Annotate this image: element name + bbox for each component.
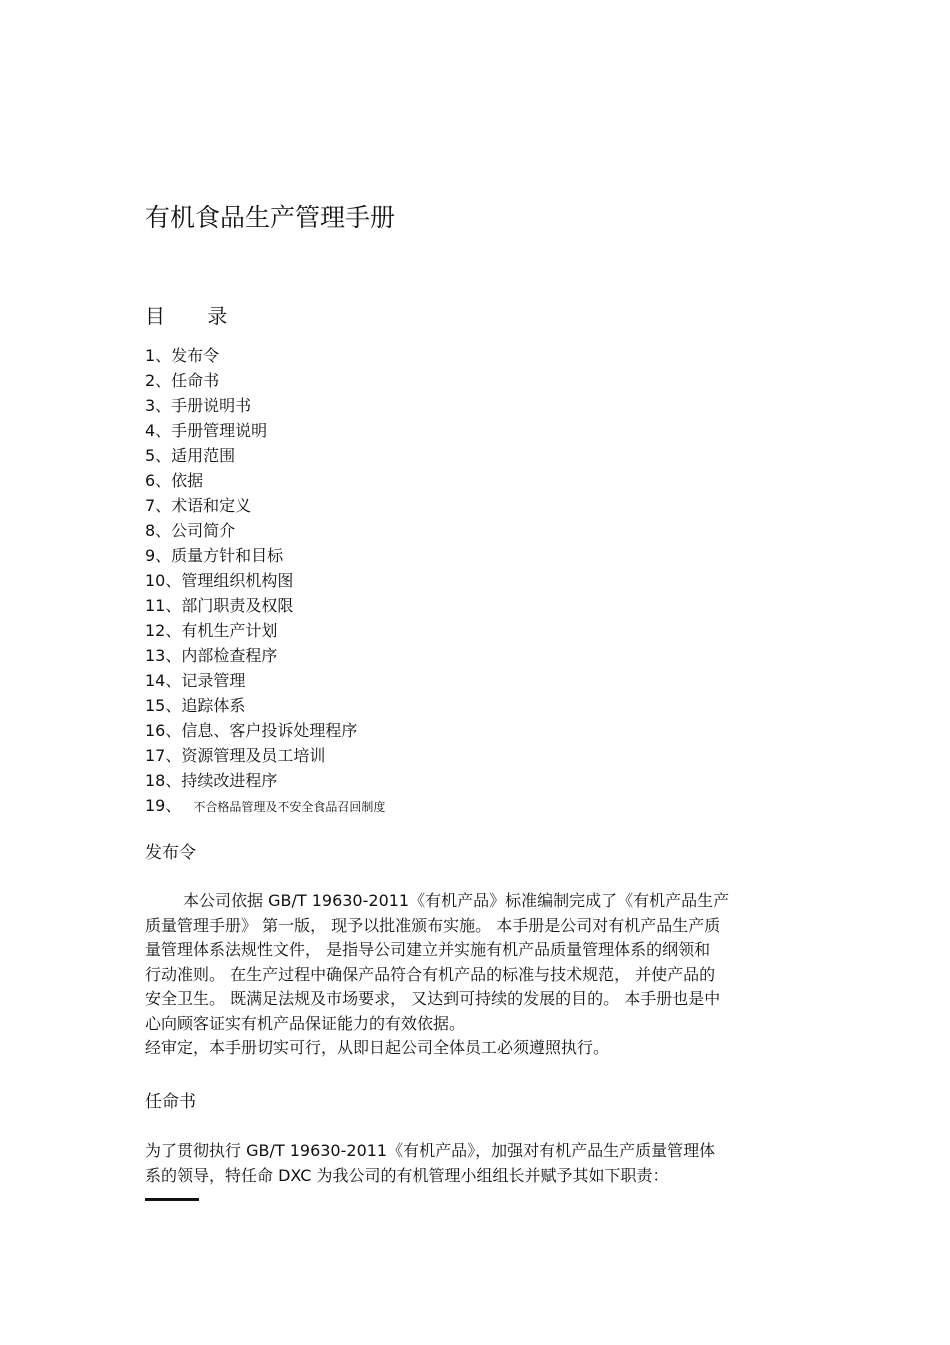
body-line: 经审定，本手册切实可行，从即日起公司全体员工必须遵照执行。 bbox=[145, 1038, 610, 1057]
toc-item: 5、适用范围 bbox=[145, 446, 236, 465]
body-line: 心向顾客证实有机产品保证能力的有效依据。 bbox=[145, 1013, 466, 1033]
toc-heading: 目 录 bbox=[145, 304, 246, 328]
toc-item: 13、内部检查程序 bbox=[145, 646, 278, 665]
toc-item: 3、手册说明书 bbox=[145, 396, 252, 415]
body-line: 行动准则。 在生产过程中确保产品符合有机产品的标准与技术规范， 并使产品的 bbox=[145, 964, 716, 984]
toc-item: 4、手册管理说明 bbox=[145, 421, 268, 440]
toc-item-number: 19、 bbox=[145, 796, 182, 815]
release-order-body bbox=[145, 889, 805, 1061]
document-title: 有机食品生产管理手册 bbox=[145, 203, 396, 232]
body-line: 本公司依据 GB/T 19630-2011《有机产品》标准编制完成了《有机产品生产 bbox=[183, 891, 730, 910]
toc-item: 11、部门职责及权限 bbox=[145, 596, 294, 615]
toc-item: 7、术语和定义 bbox=[145, 496, 252, 515]
toc-item: 18、持续改进程序 bbox=[145, 771, 278, 790]
toc-item: 10、管理组织机构图 bbox=[145, 571, 294, 590]
toc-item: 2、任命书 bbox=[145, 371, 220, 390]
toc-item: 8、公司简介 bbox=[145, 521, 236, 540]
toc-item: 12、有机生产计划 bbox=[145, 621, 278, 640]
release-order-heading: 发布令 bbox=[145, 843, 196, 863]
toc-item: 16、信息、客户投诉处理程序 bbox=[145, 721, 358, 740]
body-line: 安全卫生。 既满足法规及市场要求， 又达到可持续的发展的目的。 本手册也是中 bbox=[145, 989, 721, 1008]
body-line: 质量管理手册》 第一版， 现予以批准颁布实施。 本手册是公司对有机产品生产质 bbox=[145, 915, 721, 935]
toc-item: 17、资源管理及员工培训 bbox=[145, 746, 326, 765]
toc-item: 15、追踪体系 bbox=[145, 696, 246, 715]
body-line: 系的领导，特任命 DXC 为我公司的有机管理小组组长并赋予其如下职责： bbox=[145, 1165, 669, 1185]
toc-item: 9、质量方针和目标 bbox=[145, 546, 284, 565]
toc-item: 1、发布令 bbox=[145, 346, 220, 365]
toc-item-text: 不合格品管理及不安全食品召回制度 bbox=[193, 800, 386, 814]
body-line: 为了贯彻执行 GB/T 19630-2011《有机产品》，加强对有机产品生产质量管理体 bbox=[145, 1141, 716, 1160]
body-line: 量管理体系法规性文件， 是指导公司建立并实施有机产品质量管理体系的纲领和 bbox=[145, 940, 711, 959]
table-of-contents bbox=[145, 343, 385, 818]
horizontal-rule bbox=[145, 1198, 199, 1201]
toc-item-last bbox=[145, 793, 385, 818]
toc-item: 14、记录管理 bbox=[145, 671, 246, 690]
appointment-body bbox=[145, 1139, 805, 1188]
appointment-heading: 任命书 bbox=[145, 1092, 196, 1112]
toc-item: 6、依据 bbox=[145, 471, 204, 490]
